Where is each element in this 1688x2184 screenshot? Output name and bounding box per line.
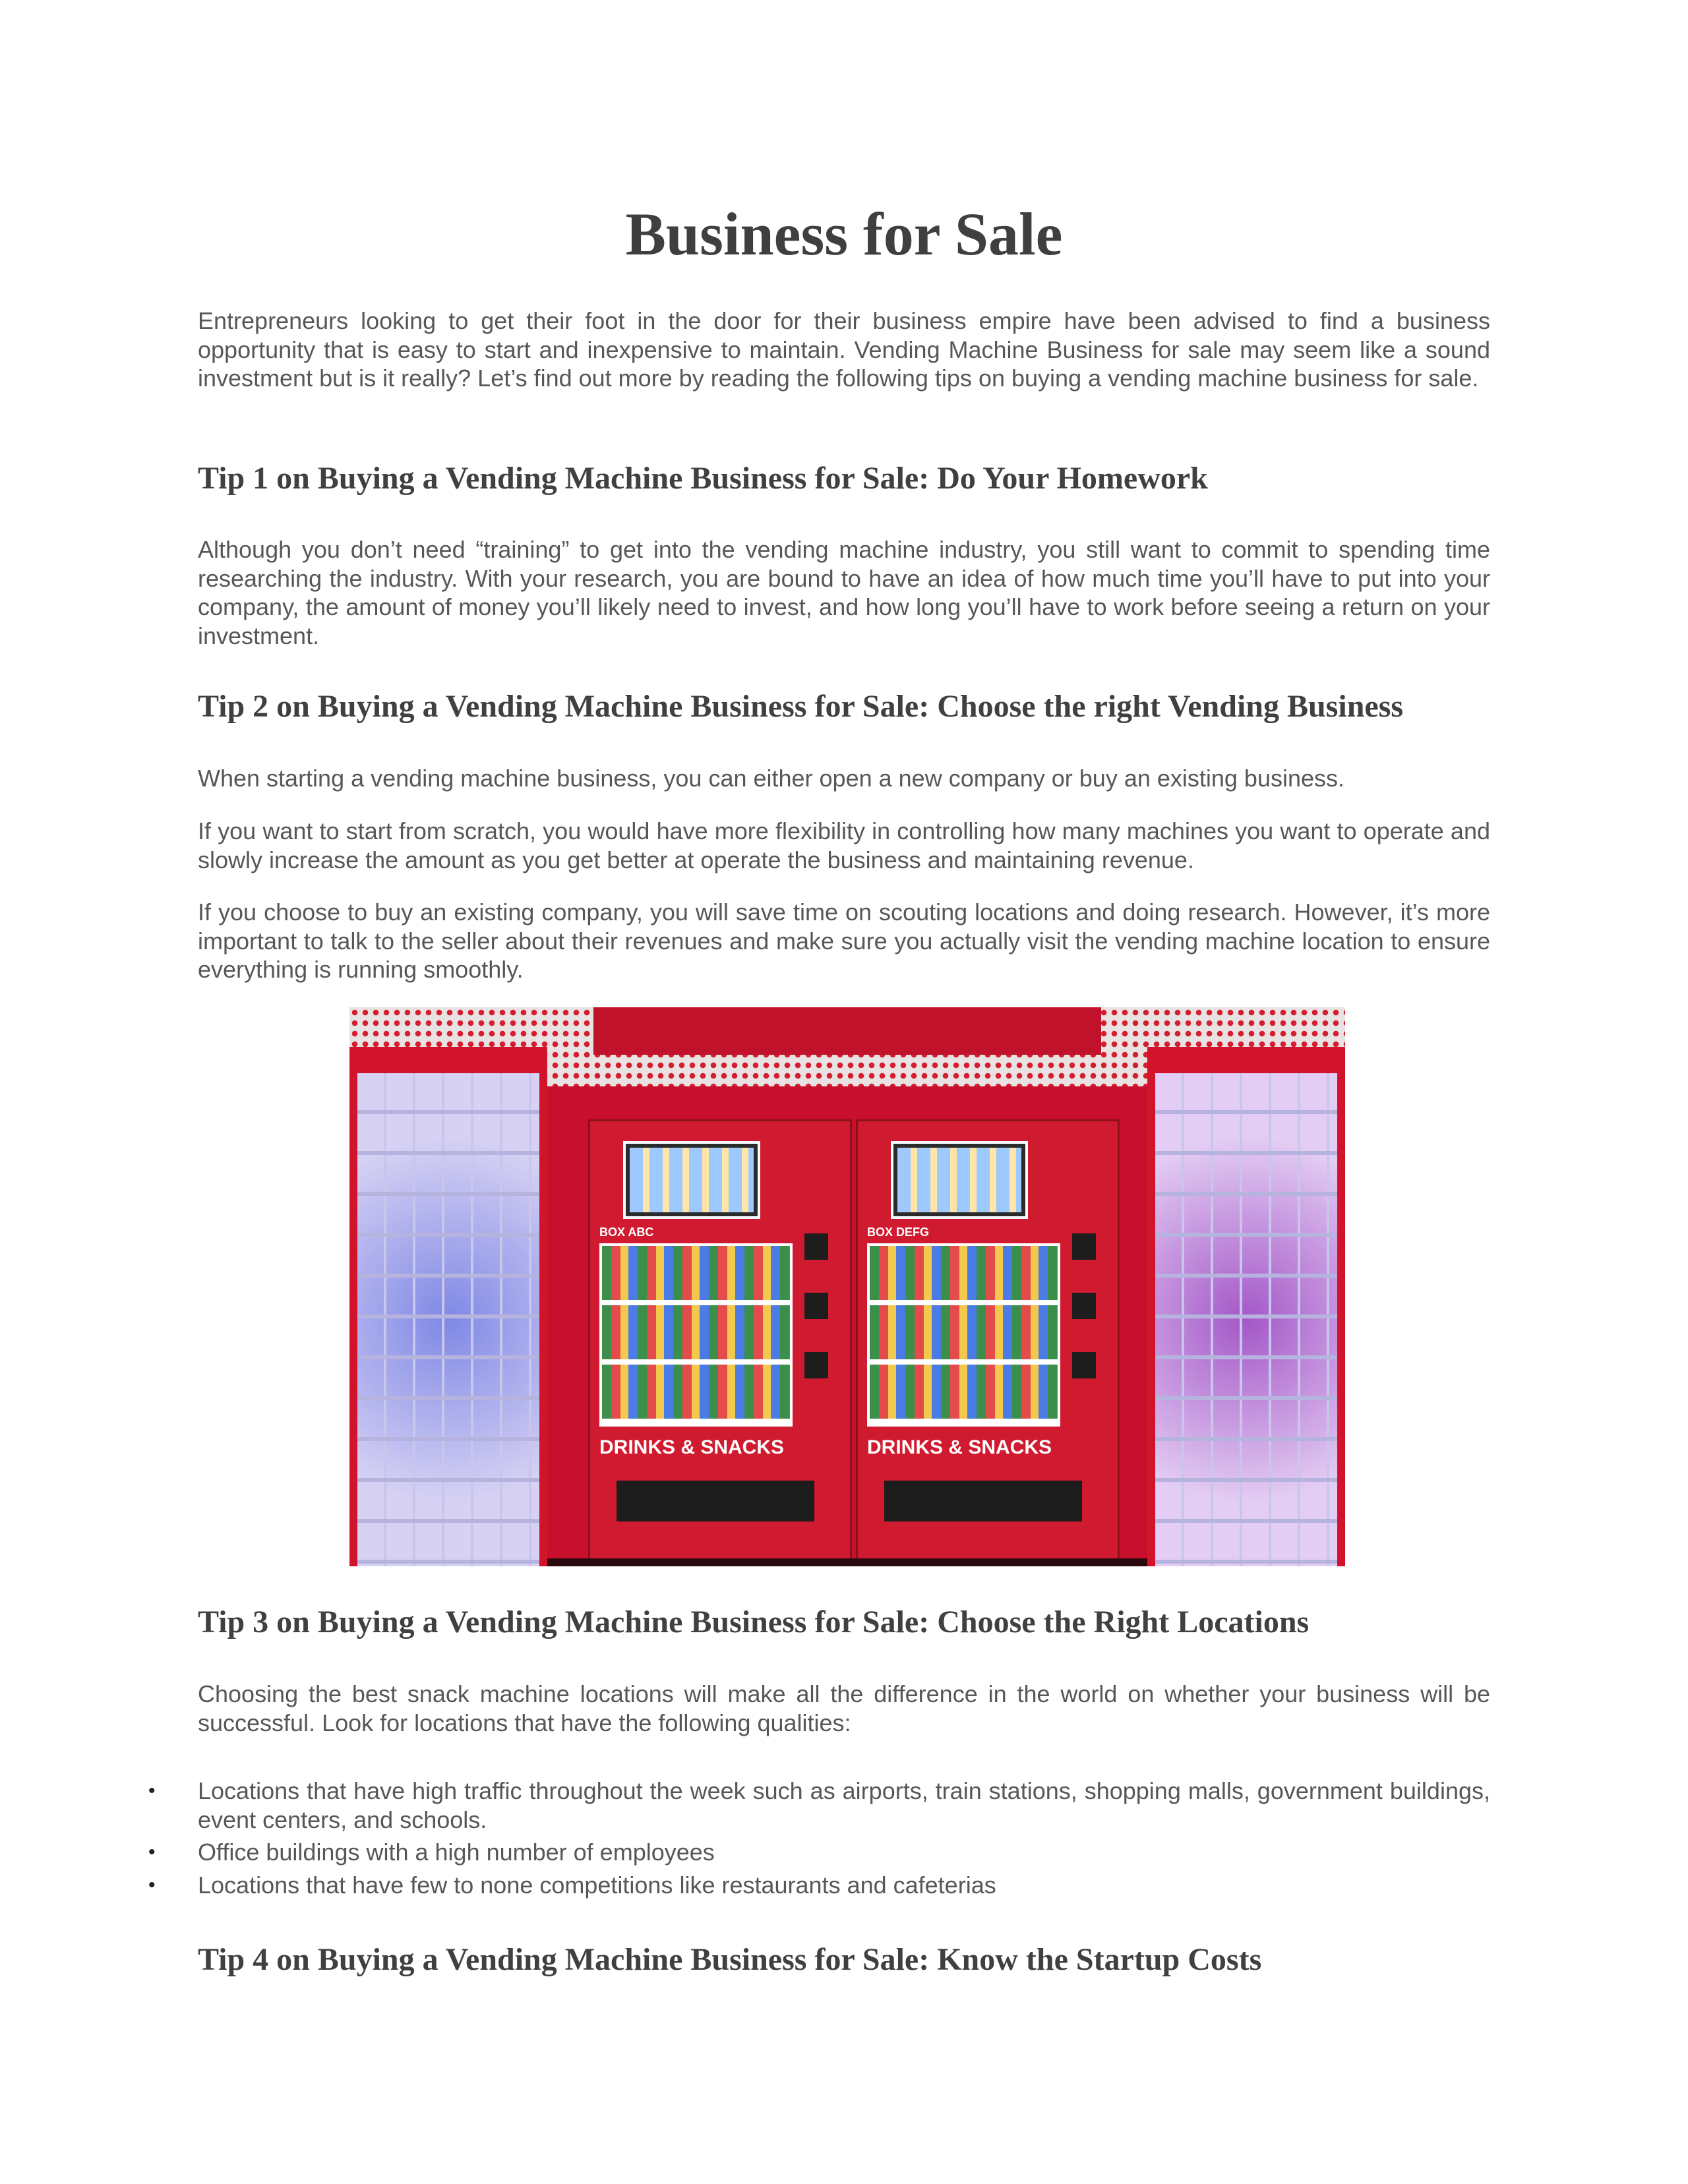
list-item-text: Office buildings with a high number of employees [198,1839,715,1866]
machine-box-label: BOX ABC [599,1225,654,1239]
left-shelves [357,1073,539,1566]
locations-list [148,1777,1490,1903]
product-window [599,1243,793,1427]
floor [547,1558,1147,1566]
tip1-paragraph: Although you don’t need “training” to get into the vending machine industry, you still want to commit to spending time researching the industry. With your research, you are bound to have an idea of how much time you’ll have to put into your company, the amount of money you’ll likely need to invest, and how long you’ll have to work before seeing a return on your investment. [198,536,1490,649]
payment-panel [1066,1233,1105,1398]
right-shelves [1155,1073,1337,1566]
product-window [867,1243,1060,1427]
list-item-text: Locations that have few to none competitions like restaurants and cafeterias [198,1871,996,1899]
pickup-bin [884,1481,1082,1521]
vending-machine-right [856,1119,1120,1566]
machine-label: DRINKS & SNACKS [599,1436,785,1458]
tip2-paragraph-2: If you want to start from scratch, you would have more flexibility in controlling how many machines you want to operate and slowly increase the amount as you get better at operate the business and maintaining revenue. [198,817,1490,873]
bullet-icon: • [148,1874,156,1896]
bullet-icon: • [148,1780,156,1802]
left-shelf-wall [349,1047,547,1566]
tip2-paragraph-1: When starting a vending machine business, you can either open a new company or buy an existing business. [198,765,1345,792]
machine-label: DRINKS & SNACKS [867,1436,1052,1458]
right-shelf-wall [1147,1047,1345,1566]
tip3-paragraph: Choosing the best snack machine locations will make all the difference in the world on whether your business will be successful. Look for locations that have the following qualities: [198,1680,1490,1736]
list-item [148,1777,1490,1834]
tip4-heading: Tip 4 on Buying a Vending Machine Business for Sale: Know the Startup Costs [198,1942,1262,1977]
intro-paragraph: Entrepreneurs looking to get their foot in the door for their business empire have been advised to find a business opportunity that is easy to start and inexpensive to maintain. Vending Machine Business for sale may seem like a sound investment but is it really? Let’s find out more by reading the following tips on buying a vending machine business for sale. [198,307,1490,392]
tip3-heading: Tip 3 on Buying a Vending Machine Business for Sale: Choose the Right Locations [198,1605,1310,1639]
tip2-paragraph-3: If you choose to buy an existing company, you will save time on scouting locations and doing research. However, it’s more important to talk to the seller about their revenues and make sure you actually visit the vending machine location to ensure everything is running smoothly. [198,899,1490,983]
list-item-text: Locations that have high traffic throughout the week such as airports, train stations, shopping malls, government buildings, event centers, and schools. [198,1777,1490,1833]
tip1-heading: Tip 1 on Buying a Vending Machine Business for Sale: Do Your Homework [198,461,1208,496]
ceiling-sign [593,1007,1101,1055]
machine-screen [623,1141,760,1219]
pickup-bin [617,1481,814,1521]
tip2-heading: Tip 2 on Buying a Vending Machine Business for Sale: Choose the right Vending Business [198,689,1404,724]
payment-panel [798,1233,837,1398]
list-item [148,1871,1490,1900]
machine-box-label: BOX DEFG [867,1225,930,1239]
vending-machines-photo [349,1007,1345,1566]
bullet-icon: • [148,1841,156,1863]
vending-machine-left [588,1119,852,1566]
machine-screen [891,1141,1028,1219]
list-item [148,1838,1490,1867]
page-title: Business for Sale [625,200,1063,268]
